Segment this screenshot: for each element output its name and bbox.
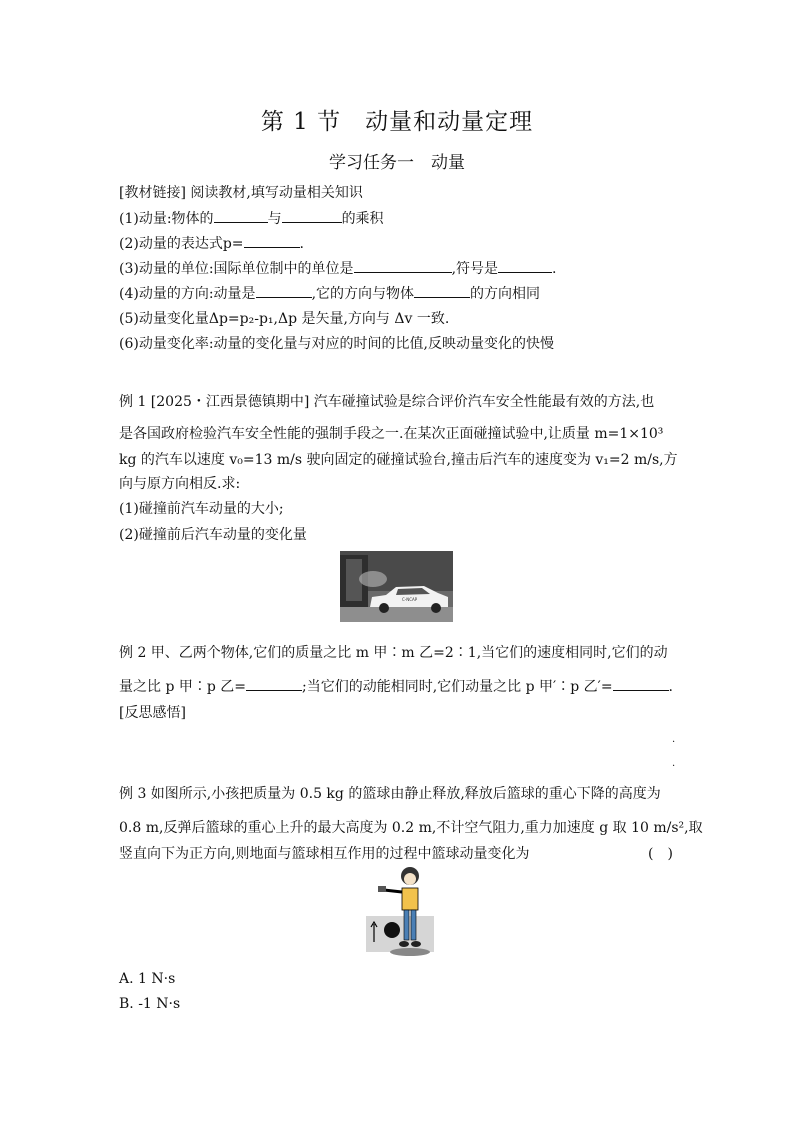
fill-blank[interactable] <box>244 234 300 248</box>
example-1-question-1: (1)碰撞前汽车动量的大小; <box>119 501 284 517</box>
example-2-line-2 <box>119 676 673 696</box>
item-1-text-b: 与 <box>267 211 282 227</box>
example-1-question-2: (2)碰撞前后汽车动量的变化量 <box>119 527 307 543</box>
child-basketball-illustration <box>366 864 434 959</box>
item-1-text-a: (1)动量:物体的 <box>119 211 214 227</box>
example-1-line-1: 例 1 [2025・江西景德镇期中] 汽车碰撞试验是综合评价汽车安全性能最有效的方法,也 <box>119 394 655 410</box>
answer-bracket[interactable]: ( ) <box>648 846 673 862</box>
fill-blank[interactable] <box>354 259 452 273</box>
item-2-text-b: . <box>299 236 304 252</box>
fill-blank[interactable] <box>214 209 268 223</box>
item-3-text-a: (3)动量的单位:国际单位制中的单位是 <box>119 261 354 277</box>
textbook-lead: [教材链接] 阅读教材,填写动量相关知识 <box>119 185 363 201</box>
textbook-item-3 <box>119 258 556 278</box>
textbook-item-1 <box>119 208 384 228</box>
fill-blank[interactable] <box>246 677 302 691</box>
reflection-heading: [反思感悟] <box>119 705 186 721</box>
example-2-text-a: 量之比 p 甲∶p 乙= <box>119 679 247 695</box>
car-label: C-NCAP <box>402 597 418 602</box>
item-3-text-c: . <box>552 261 557 277</box>
example-2-text-b: ;当它们的动能相同时,它们动量之比 p 甲′∶p 乙′= <box>302 679 613 695</box>
margin-dot: . <box>672 734 676 745</box>
section-title: 第 1 节 动量和动量定理 <box>260 109 534 135</box>
item-4-text-a: (4)动量的方向:动量是 <box>119 286 256 302</box>
item-2-text-a: (2)动量的表达式p= <box>119 236 244 252</box>
textbook-item-6: (6)动量变化率:动量的变化量与对应的时间的比值,反映动量变化的快慢 <box>119 336 554 352</box>
example-3-line-3: 竖直向下为正方向,则地面与篮球相互作用的过程中篮球动量变化为 <box>119 846 530 862</box>
item-1-text-c: 的乘积 <box>341 211 384 227</box>
textbook-item-5: (5)动量变化量Δp=p₂-p₁,Δp 是矢量,方向与 Δv 一致. <box>119 311 450 327</box>
example-2-text-c: . <box>668 679 673 695</box>
option-b[interactable]: B. -1 N·s <box>119 996 181 1012</box>
example-1-line-4: 向与原方向相反.求: <box>119 476 241 492</box>
fill-blank[interactable] <box>256 284 312 298</box>
margin-dot: . <box>672 758 676 769</box>
fill-blank[interactable] <box>613 677 669 691</box>
item-4-text-c: 的方向相同 <box>470 286 541 302</box>
option-a[interactable]: A. 1 N·s <box>119 971 176 987</box>
example-1-line-2: 是各国政府检验汽车安全性能的强制手段之一.在某次正面碰撞试验中,让质量 m=1×10³ <box>119 426 664 442</box>
example-3-line-2: 0.8 m,反弹后篮球的重心上升的最大高度为 0.2 m,不计空气阻力,重力加速度 g 取 10 m/s²,取 <box>119 820 703 836</box>
crash-test-photo <box>340 551 453 622</box>
fill-blank[interactable] <box>414 284 470 298</box>
task-heading: 学习任务一 动量 <box>329 153 465 173</box>
item-4-text-b: ,它的方向与物体 <box>311 286 415 302</box>
example-2-line-1: 例 2 甲、乙两个物体,它们的质量之比 m 甲∶m 乙=2∶1,当它们的速度相同时,它们的动 <box>119 645 668 661</box>
item-3-text-b: ,符号是 <box>451 261 499 277</box>
fill-blank[interactable] <box>282 209 342 223</box>
example-3-line-1: 例 3 如图所示,小孩把质量为 0.5 kg 的篮球由静止释放,释放后篮球的重心下降的高度为 <box>119 786 661 802</box>
textbook-item-2 <box>119 233 304 253</box>
textbook-item-4 <box>119 283 540 303</box>
example-1-line-3: kg 的汽车以速度 v₀=13 m/s 驶向固定的碰撞试验台,撞击后汽车的速度变为 v₁=2 m/s,方 <box>119 452 678 468</box>
fill-blank[interactable] <box>498 259 552 273</box>
